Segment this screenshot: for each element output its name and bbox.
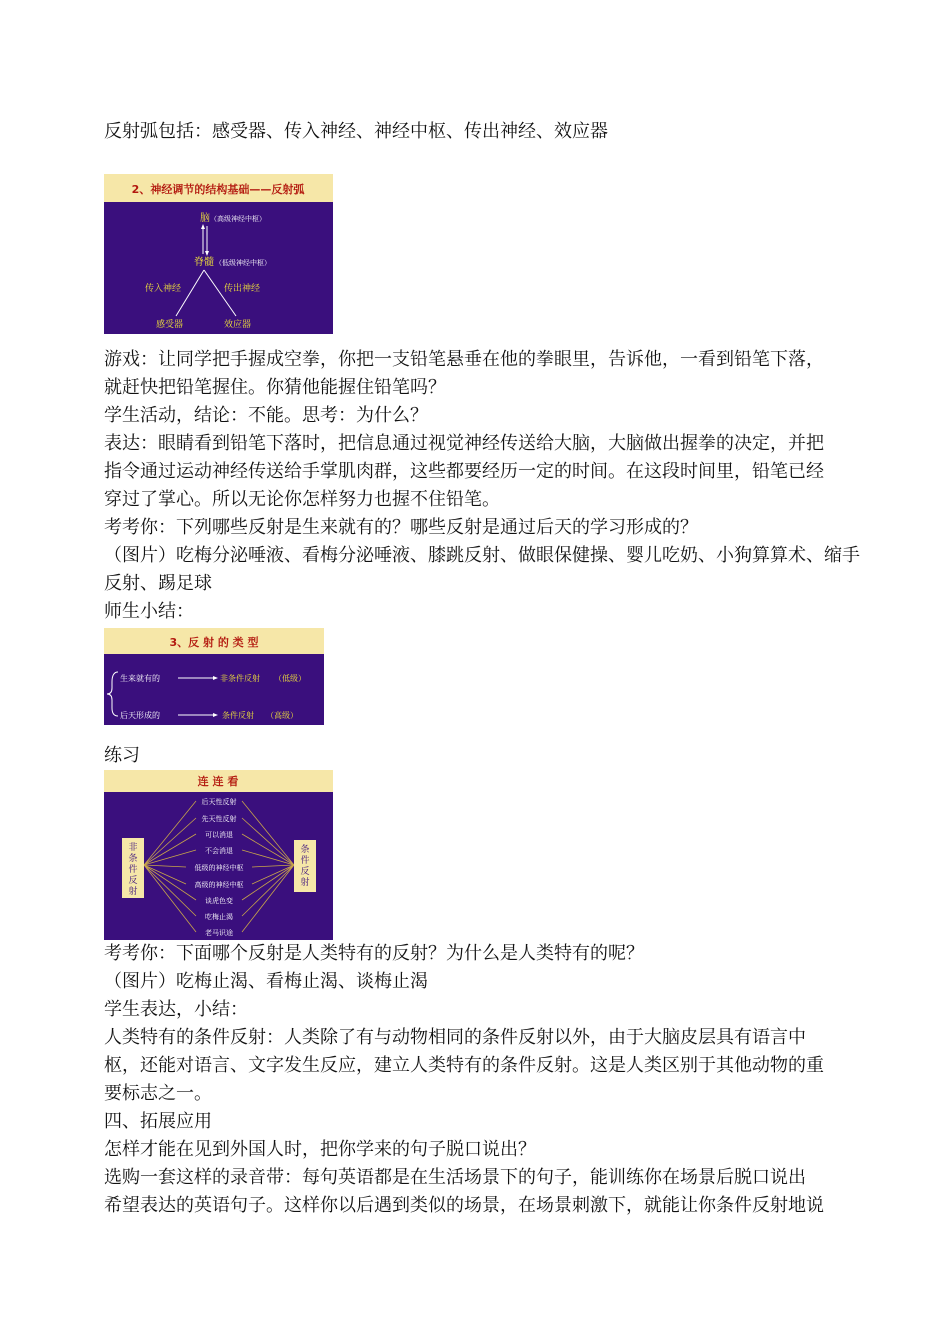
right-box-label bbox=[300, 843, 309, 888]
match-item: 不会消退 bbox=[205, 847, 233, 855]
text-line: （图片）吃梅止渴、看梅止渴、谈梅止渴 bbox=[104, 971, 428, 992]
slide-title: 2、神经调节的结构基础——反射弧 bbox=[131, 183, 305, 196]
high-level-label: （高级） bbox=[266, 711, 298, 720]
innate-label: 生来就有的 bbox=[120, 674, 160, 683]
vertical-char: 反 bbox=[128, 876, 138, 886]
vertical-char: 射 bbox=[128, 887, 138, 897]
spinal-label: 脊髓 bbox=[194, 257, 214, 268]
match-item: 高级的神经中枢 bbox=[194, 881, 244, 889]
text-line: 枢，还能对语言、文字发生反应，建立人类特有的条件反射。这是人类区别于其他动物的重 bbox=[104, 1055, 824, 1076]
text-line: 选购一套这样的录音带：每句英语都是在生活场景下的句子，能训练你在场景后脱口说出 bbox=[104, 1167, 806, 1188]
conditioned-reflex-label: 条件反射 bbox=[222, 711, 254, 720]
text-line: 希望表达的英语句子。这样你以后遇到类似的场景，在场景刺激下，就能让你条件反射地说 bbox=[104, 1195, 824, 1216]
reflex-types-slide bbox=[104, 628, 324, 725]
vertical-char: 非 bbox=[128, 843, 138, 853]
brain-label: 脑 bbox=[200, 213, 210, 224]
vertical-char: 件 bbox=[300, 856, 310, 866]
text-line: 要标志之一。 bbox=[104, 1083, 212, 1104]
text-line: （图片）吃梅分泌唾液、看梅分泌唾液、膝跳反射、做眼保健操、婴儿吃奶、小狗算算术、缩手 bbox=[104, 545, 860, 566]
low-level-label: （低级） bbox=[274, 674, 306, 683]
text-line: 怎样才能在见到外国人时，把你学来的句子脱口说出？ bbox=[104, 1139, 536, 1160]
text-line: 四、拓展应用 bbox=[104, 1111, 212, 1132]
text-line: 师生小结： bbox=[104, 601, 194, 622]
text-line: 反射弧包括：感受器、传入神经、神经中枢、传出神经、效应器 bbox=[104, 121, 608, 142]
text-line: 表达：眼睛看到铅笔下落时，把信息通过视觉神经传送给大脑，大脑做出握拳的决定，并把 bbox=[104, 433, 824, 454]
text-line: 人类特有的条件反射：人类除了有与动物相同的条件反射以外，由于大脑皮层具有语言中 bbox=[104, 1027, 806, 1048]
effector-label: 效应器 bbox=[224, 320, 252, 330]
text-line: 学生活动，结论：不能。思考：为什么？ bbox=[104, 405, 428, 426]
match-item: 吃梅止渴 bbox=[205, 913, 233, 921]
vertical-char: 条 bbox=[128, 854, 138, 864]
vertical-char: 件 bbox=[128, 865, 138, 875]
text-line: 穿过了掌心。所以无论你怎样努力也握不住铅笔。 bbox=[104, 489, 500, 510]
match-item: 低级的神经中枢 bbox=[194, 864, 244, 872]
match-item: 可以消退 bbox=[205, 831, 233, 839]
slide-title: 3、反 射 的 类 型 bbox=[169, 636, 259, 649]
text-line: 反射、踢足球 bbox=[104, 573, 212, 594]
text-line: 练习 bbox=[104, 745, 140, 766]
match-item: 老马识途 bbox=[205, 929, 233, 937]
vertical-char: 射 bbox=[300, 878, 310, 888]
text-line: 考考你：下面哪个反射是人类特有的反射？为什么是人类特有的呢？ bbox=[104, 943, 644, 964]
text-line: 就赶快把铅笔握住。你猜他能握住铅笔吗？ bbox=[104, 377, 446, 398]
match-item: 先天性反射 bbox=[201, 815, 237, 823]
vertical-char: 反 bbox=[300, 867, 310, 877]
matching-slide bbox=[104, 770, 333, 940]
vertical-char: 条 bbox=[300, 845, 310, 855]
text-line: 学生表达，小结： bbox=[104, 999, 248, 1020]
match-item: 后天性反射 bbox=[201, 798, 237, 806]
brain-note: （高级神经中枢） bbox=[210, 215, 266, 223]
reflex-arc-slide bbox=[104, 174, 333, 334]
text-line: 考考你：下列哪些反射是生来就有的？哪些反射是通过后天的学习形成的？ bbox=[104, 517, 698, 538]
acquired-label: 后天形成的 bbox=[120, 711, 160, 720]
left-box-label bbox=[128, 841, 137, 897]
afferent-label: 传入神经 bbox=[145, 284, 182, 294]
text-line: 指令通过运动神经传送给手掌肌肉群，这些都要经历一定的时间。在这段时间里，铅笔已经 bbox=[104, 461, 824, 482]
efferent-label: 传出神经 bbox=[224, 284, 261, 294]
match-item: 谈虎色变 bbox=[205, 897, 233, 905]
receptor-label: 感受器 bbox=[156, 320, 184, 330]
unconditioned-reflex-label: 非条件反射 bbox=[220, 674, 260, 683]
text-line: 游戏：让同学把手握成空拳，你把一支铅笔悬垂在他的拳眼里，告诉他，一看到铅笔下落， bbox=[104, 349, 824, 370]
slide-title: 连 连 看 bbox=[197, 775, 239, 788]
spinal-note: （低级神经中枢） bbox=[215, 259, 271, 267]
